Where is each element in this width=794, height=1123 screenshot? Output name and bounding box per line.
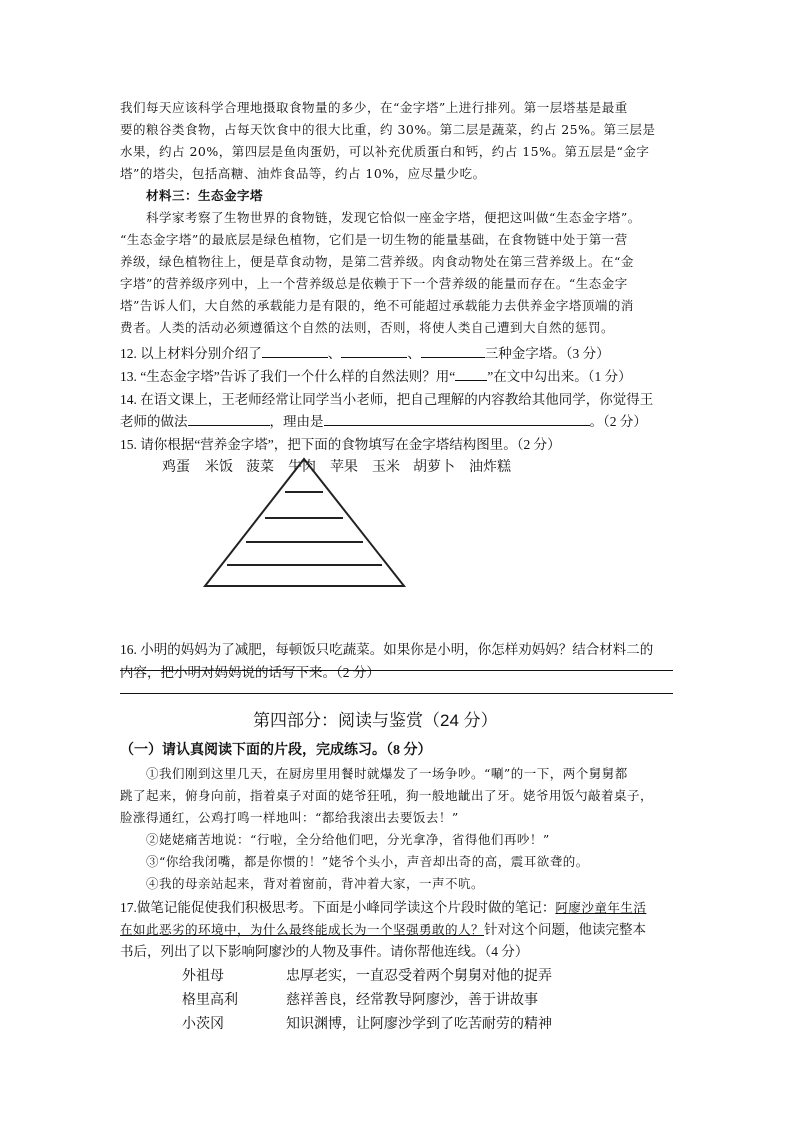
answer-blank[interactable] [188, 411, 270, 426]
excerpt-line: ②姥姥痛苦地说：“行啦，全分给他们吧，分光拿净，省得他们再吵！” [146, 832, 550, 847]
pyramid-outline [205, 459, 404, 586]
excerpt-line: 跳了起来，俯身向前，指着桌子对面的姥爷狂吼，狗一般地龇出了牙。姥爷用饭勺敲着桌子， [120, 788, 654, 803]
question-14-line2: 老师的做法 ，理由是 。（2 分） [120, 410, 647, 430]
material2-line: 塔”的塔尖，包括高糖、油炸食品等，约占 10%，应尽量少吃。 [120, 166, 486, 181]
material3-title: 材料三：生态金字塔 [146, 188, 264, 203]
matching-trait[interactable]: 知识渊博，让阿廖沙学到了吃苦耐劳的精神 [286, 1017, 552, 1032]
material2-line: 水果，约占 20%，第四层是鱼肉蛋奶，可以补充优质蛋白和钙，约占 15%。第五层是“金字 [120, 144, 650, 159]
part4-title: 第四部分：阅读与鉴赏（24 分） [253, 711, 498, 730]
answer-blank[interactable] [262, 343, 328, 358]
material3-line: 养级，绿色植物往上，便是草食动物，是第二营养级。肉食动物处在第三营养级上。在“金 [120, 254, 634, 269]
answer-line[interactable] [120, 693, 673, 694]
pyramid-diagram[interactable] [200, 456, 410, 591]
matching-person[interactable]: 格里高利 [182, 993, 238, 1008]
material3-line: 费者。人类的活动必须遵循这个自然的法则，否则，将使人类自己遭到大自然的惩罚。 [120, 320, 615, 335]
matching-person[interactable]: 小茨冈 [182, 1017, 224, 1032]
answer-blank[interactable] [341, 343, 407, 358]
answer-blank[interactable] [324, 411, 590, 426]
excerpt-line: ③“你给我闭嘴，都是你惯的！”姥爷个头小，声音却出奇的高，震耳欲聋的。 [146, 854, 589, 869]
matching-trait[interactable]: 忠厚老实，一直忍受着两个舅舅对他的捉弄 [286, 969, 552, 984]
answer-line[interactable] [120, 670, 673, 671]
matching-trait[interactable]: 慈祥善良，经常教导阿廖沙，善于讲故事 [286, 993, 538, 1008]
material3-line: 字塔”的营养级序列中，上一个营养级总是依赖于下一个营养级的能量而存在。“生态金字 [120, 276, 628, 291]
material3-line: 塔”告诉人们，大自然的承载能力是有限的，绝不可能超过承载能力去供养金字塔顶端的消 [120, 298, 634, 313]
food-item: 鸡蛋 [162, 460, 190, 475]
answer-blank[interactable] [421, 343, 485, 358]
food-item: 米饭 [205, 460, 233, 475]
question-13: 13. “生态金字塔”告诉了我们一个什么样的自然法则？用“ ”在文中勾出来。（1 分） [120, 365, 632, 385]
question-17-line1: 17.做笔记能促使我们积极思考。下面是小峰同学读这个片段时做的笔记：阿廖沙童年生活 [120, 900, 647, 915]
question-16-line2: 内容，把小明对妈妈说的话写下来。（2 分） [120, 665, 380, 680]
answer-blank[interactable] [455, 366, 487, 381]
food-item: 胡萝卜 [413, 460, 455, 475]
question-14-line1: 14. 在语文课上，王老师经常让同学当小老师，把自己理解的内容教给其他同学，你觉得王 [120, 392, 654, 407]
matching-person[interactable]: 外祖母 [182, 969, 224, 984]
question-15: 15. 请你根据“营养金字塔”，把下面的食物填写在金字塔结构图里。（2 分） [120, 437, 561, 452]
food-item: 菠菜 [246, 460, 274, 475]
material2-line: 要的粮谷类食物，占每天饮食中的很大比重，约 30%。第二层是蔬菜，约占 25%。第三层是 [120, 122, 656, 137]
excerpt-line: ①我们刚到这里几天，在厨房里用餐时就爆发了一场争吵。“唰”的一下，两个舅舅都 [146, 766, 628, 781]
question-17-line2: 在如此恶劣的环境中，为什么最终能成长为一个坚强勇敢的人？针对这个问题，他读完整本 [120, 922, 647, 937]
material3-line: “生态金字塔”的最底层是绿色植物，它们是一切生物的能量基础，在食物链中处于第一营 [120, 232, 628, 247]
section1-title: （一）请认真阅读下面的片段，完成练习。（8 分） [120, 743, 432, 758]
excerpt-line: ④我的母亲站起来，背对着窗前，背冲着大家，一声不吭。 [146, 876, 485, 891]
question-16-line1: 16. 小明的妈妈为了减肥，每顿饭只吃蔬菜。如果你是小明，你怎样劝妈妈？结合材料二的 [120, 642, 654, 657]
material3-line: 科学家考察了生物世界的食物链，发现它恰似一座金字塔，便把这叫做“生态金字塔”。 [146, 210, 641, 225]
material2-line: 我们每天应该科学合理地摄取食物量的多少，在“金字塔”上进行排列。第一层塔基是最重 [120, 100, 628, 115]
food-item: 牛肉 [288, 460, 316, 475]
food-item: 苹果 [330, 460, 358, 475]
question-17-line3: 书后，列出了以下影响阿廖沙的人物及事件。请你帮他连线。（4 分） [120, 944, 529, 959]
excerpt-line: 脸涨得通红，公鸡打鸣一样地叫：“都给我滚出去要饭去！” [120, 810, 459, 825]
question-12: 12. 以上材料分别介绍了 、 、 三种金字塔。（3 分） [120, 342, 610, 362]
food-item: 油炸糕 [469, 460, 511, 475]
food-item: 玉米 [372, 460, 400, 475]
